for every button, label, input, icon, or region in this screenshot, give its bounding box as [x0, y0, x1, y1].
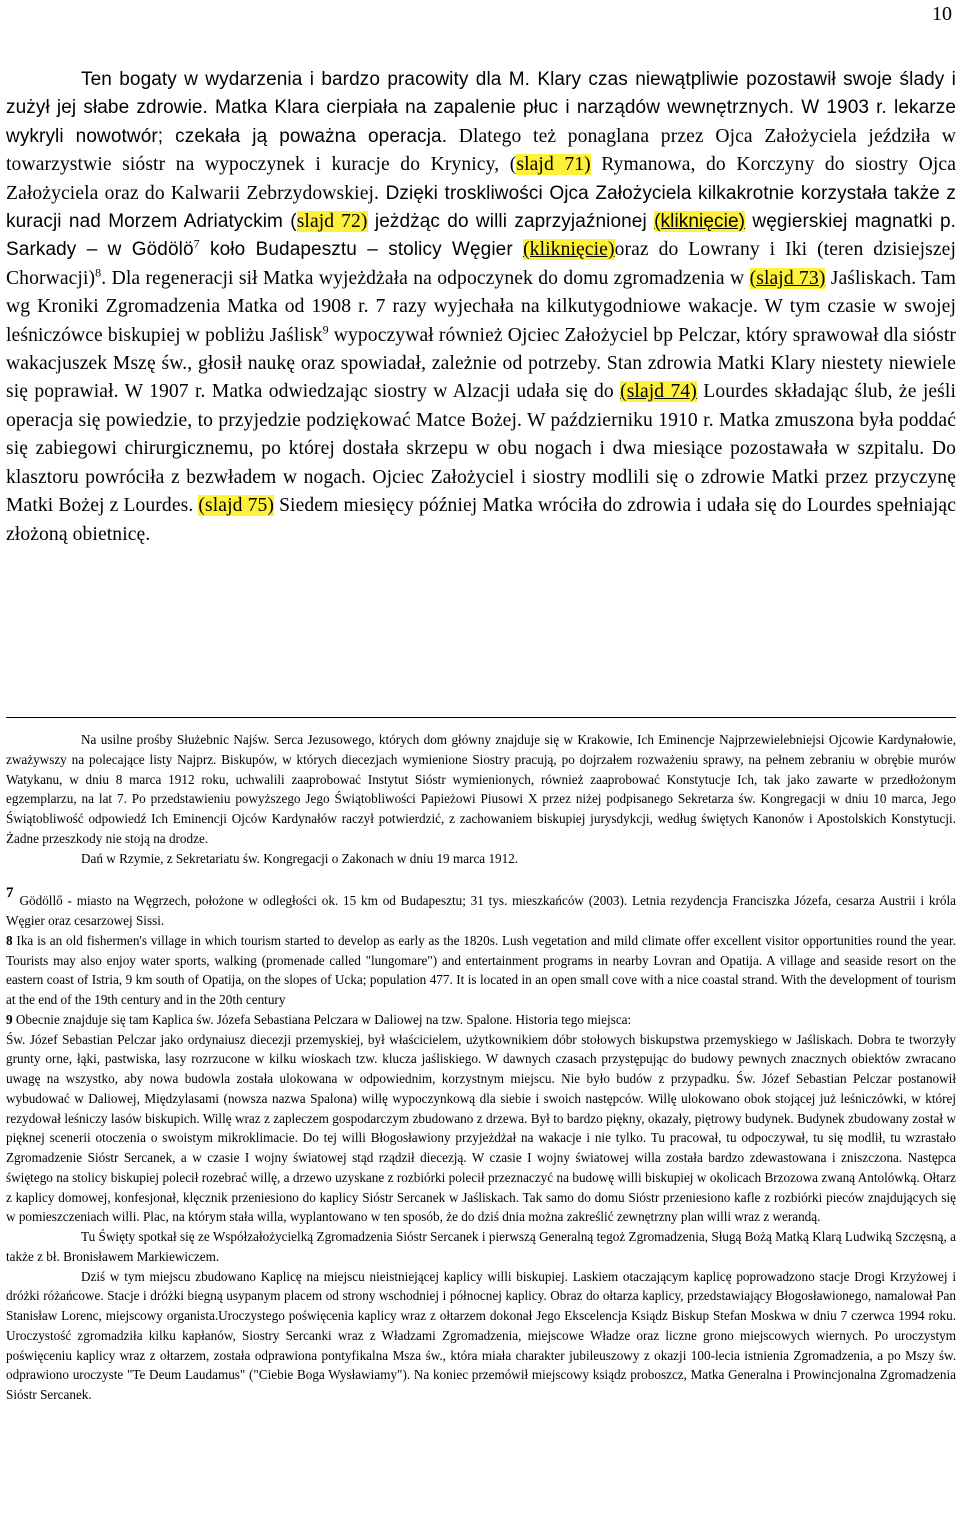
footnote-9-heading	[6, 1010, 956, 1030]
main-text-budapest: koło Budapesztu – stolicy Węgier	[199, 239, 524, 261]
footnote-9-head-text: Obecnie znajduje się tam Kaplica św. Józefa Sebastiana Pelczara w Daliowej na tzw. Spalone. Historia tego miejsca:	[12, 1011, 632, 1027]
footnotes-section	[6, 730, 956, 1405]
footnote-8	[6, 931, 956, 1010]
main-text-jasliska: Jaśliskach. Tam wg Kroniki Zgromadzenia Matka od 1908 r. 7 razy wyjechała na kilkutygodniowe wakacje. W tym czasie w swojej leśniczówce biskupiej w pobliżu Jaślisk	[6, 267, 956, 346]
footnote-ref-9: 9	[322, 322, 329, 337]
slide-73-link[interactable]: (slajd 73)	[749, 267, 826, 289]
footnote-9-meeting: Tu Święty spotkał się ze Współzałożycielką Zgromadzenia Sióstr Sercanek i pierwszą Generalną tegoż Zgromadzenia, Sługą Bożą Matką Klarą Ludwiką Szczęsną, a także z bł. Bronisławem Markiewiczem.	[6, 1229, 956, 1264]
footnote-9-chapel: Dziś w tym miejscu zbudowano Kaplicę na miejscu nieistniejącej kaplicy willi biskupiej. Laskiem otaczającym kaplicę poprowadzono stacje Drogi Krzyżowej i dróżki różańcowe. Stacje i dróżki biegną usypanym placem od strony wschodniej i północnej kaplicy. Obraz do ołtarza kaplicy, przedstawiający Błogosławionego, namalował Pan Stanisław Lorenc, miejscowy organista.Uroczystego poświęcenia kaplicy wraz z ołtarzem dokonał Jego Ekscelencja Ksiądz Biskup Stefan Moskwa w dniu 7 czerwca 1994 roku. Uroczystość zgromadziła kilku kapłanów, Siostry Sercanki wraz z Władzami Zgromadzenia, miejscowe Władze oraz liczne grono miejscowych wiernych. Po uroczystym poświęceniu kaplicy wraz z ołtarzem, została odprawiona pontyfikalna Msza św., która miała charakter jubileuszowy z okazji 100-lecia istnienia Zgromadzenia, a po Mszy św. odprawiono uroczyste "Te Deum Laudamus" ("Ciebie Boga Wysławiamy"). Na koniec przemówił miejscowy ksiądz proboszcz, Matka Generalna i Prowincjonalna Zgromadzenia Sióstr Sercanek.	[6, 1268, 956, 1402]
slide-74-link[interactable]: (slajd 74)	[620, 381, 697, 403]
main-text-ending: Siedem miesięcy później Matka wróciła do zdrowia i udała się do Lourdes spełniając złożoną obietnicę.	[6, 495, 956, 545]
main-text-intro: Ten bogaty w wydarzenia i bardzo pracowity dla M. Klary czas niewątpliwie pozostawił swoje ślady i zużył jej słabe zdrowie. Matka Klara cierpiała na zapalenie płuc i narządów wewnętrznych. W 1903 r. lekarze wykryli nowotwór; czekała ją poważna operacja.	[6, 69, 956, 147]
main-text-adriatic: Dzięki troskliwości Ojca Założyciela kilkakrotnie korzystała także z kuracji nad Morzem Adriatyckim (	[6, 182, 956, 233]
footnote-8-text: Ika is an old fishermen's village in which tourism started to develop as early as the 1820s. Lush vegetation and mild climate offer excellent visitor opportunities round the year. Tourists may also enjoy water sports, walking (promenade called "lungomare") and entertainment programs in nearby Lovran and Opatija. A village and seaside resort on the eastern coast of Istria, 9 km south of Opatija, on the slopes of Ucka; population 477. It is located in an open small cove with a nice coastal strand. With the development of tourism at the end of the 19th century and in the 20th century	[6, 932, 956, 1007]
footnote-7-text: Gödöllő - miasto na Węgrzech, położone w odległości ok. 15 km od Budapesztu; 31 tys. mieszkańców (2003). Letnia rezydencja Franciszka Józefa, cesarza Austrii i króla Węgier oraz cesarzowej Sissi.	[6, 893, 956, 928]
footnote-decree: Na usilne prośby Służebnic Najśw. Serca Jezusowego, których dom główny znajduje się w Krakowie, Ich Eminencje Najprzewielebniejsi Ojcowie Kardynałowie, zważywszy na polecające listy Najprz. Biskupów, w których diecezjach wymienione Siostry pracują, po dojrzałem rozważeniu sprawy, na pełnem zebraniu w obrębie murów Watykanu, w dniu 8 marca 1912 roku, uchwalili zaaprobować Instytut Sióstr wymienionych, również zaaprobować Konstytucje Ich, tak jako zawarte w przedłożonym egzemplarzu, na lat 7. Po przedstawieniu powyższego Jego Świątobliwości Papieżowi Piusowi X przez niżej podpisanego Sekretarza św. Kongregacji w dniu 10 marca, Jego Świątobliwość odpowiedź Ich Eminencji Ojców Kardynałów raczył potwierdzić, z zachowaniem biskupiej jurysdykcji, według świętych Kanonów i Apostolskich Konstytucji. Żadne przeszkody nie stoją na drodze.	[6, 732, 956, 846]
footnote-decree-date: Dań w Rzymie, z Sekretariatu św. Kongregacji o Zakonach w dniu 19 marca 1912.	[81, 850, 519, 866]
footnote-7	[6, 884, 956, 931]
main-text-krynica: Dlatego też ponaglana przez Ojca Założyciela jeździła w towarzystwie sióstr na wypoczynek i kuracje do Krynicy, (	[6, 125, 956, 176]
footnote-separator	[6, 717, 956, 718]
main-text-godollo: węgierskiej magnatki p. Sarkady – w Gödölö	[6, 211, 956, 261]
footnote-ref-8: 8	[95, 265, 102, 280]
slide-75-link[interactable]: (slajd 75)	[198, 495, 275, 517]
main-text-lowrana: oraz do Lowrany i Iki (teren dzisiejszej Chorwacji)	[6, 239, 956, 289]
main-text-rymanow: Rymanowa, do Korczyny do siostry Ojca Założyciela oraz do Kalwarii Zebrzydowskiej.	[6, 154, 956, 204]
click-link-1[interactable]: (kliknięcie)	[654, 211, 746, 233]
main-text-lourdes: Lourdes składając ślub, że jeśli operacja się powiedzie, to przyjedzie podziękować Matce Bożej. W październiku 1910 r. Matka zmuszona była poddać się zabiegowi chirurgicznemu, po której dostała skrzepu w obu nogach i dwa miesiące pozostawała w szpitalu. Do klasztoru powróciła z bezwładem w nogach. Ojciec Założyciel i siostry modlili się o zdrowie Matki przez przyczynę Matki Bożej z Lourdes.	[6, 381, 956, 517]
slide-72-link[interactable]: slajd 72)	[296, 211, 368, 233]
main-text-villa: jeżdżąc do willi zaprzyjaźnionej	[367, 211, 655, 233]
footnote-ref-7: 7	[193, 236, 200, 251]
main-text-regeneration: . Dla regeneracji sił Matka wyjeżdżała na odpoczynek do domu zgromadzenia w	[101, 267, 750, 289]
page-number: 10	[932, 3, 952, 25]
main-paragraph	[6, 66, 956, 549]
main-text-pelczar: wypoczywał również Ojciec Założyciel bp Pelczar, który sprawował dla sióstr wakacjuszek Mszę św., głosił naukę oraz spowiadał, zależnie od potrzeby. Stan zdrowia Matki Klary niestety niewiele się poprawiał. W 1907 r. Matka odwiedzając siostry w Alzacji udała się do	[6, 324, 956, 403]
footnote-8-number: 8	[6, 932, 13, 948]
click-link-2[interactable]: (kliknięcie)	[523, 239, 615, 261]
footnote-9-body: Św. Józef Sebastian Pelczar jako ordynaiusz diecezji przemyskiej, był właścicielem, użytkownikiem dóbr stołowych biskupstwa przemyskiego w Jaśliskach. Dobra te tworzyły grunty orne, łąki, pastwiska, lasy rozrzucone w kilku wioskach tzw. klucza jaśliskiego. W dawnych czasach przystępując do budowy pewnych znacznych obiektów zwracano uwagę na wszystko, aby nowa budowla została ulokowana w odpowiednim, korzystnym miejscu. Nie było budów z przypadku. Św. Józef Sebastian Pelczar postanowił wybudować w Daliowej, Międzylasami (nowsza nazwa Spalona) willę wypoczynkową dla siebie i swoich następców. Willę ulokowano obok stojącej już leśniczówki, w której rezydował leśniczy lasów biskupich. Willę wraz z zapleczem gospodarczym zbudowano z drzewa. Był to bardzo piękny, okazały, piętrowy budynek. Budynek zbudowany został w pięknej scenerii otoczenia o swoistym mikroklimacie. Do tej willi Błogosławiony przyjeżdżał na wakacje i nie tylko. Tu pracował, tu odpoczywał, tu się modlił, tu wzrastało Zgromadzenie Sióstr Sercanek, a w czasie I wojny światowej stąd rządził diecezją. W czasie I wojny światowej willa została bardzo zdewastowana i zniszczona. Następca świętego na stolicy biskupiej polecił rozebrać willę, a drzewo uzyskane z rozbiórki polecił przeznaczyć na budowę willi biskupiej w okolicach Brzozowa zwaną Antolówką. Ołtarz z kaplicy domowej, konfesjonał, klęcznik przeniesiono do kaplicy Sióstr Sercanek w Jaśliskach. Tak samo do domu Sióstr przeniesiono kafle z rozbiórki pieców znajdujących się w pomieszczeniach willi. Plac, na którym stała willa, wyplantowano w ten sposób, że do dziś dnia można zakreślić zewnętrzny plan willi wraz z werandą.	[6, 1031, 956, 1225]
footnote-9-number: 9	[6, 1011, 13, 1027]
footnote-7-number: 7	[6, 885, 14, 902]
slide-71-link[interactable]: slajd 71)	[516, 154, 591, 176]
